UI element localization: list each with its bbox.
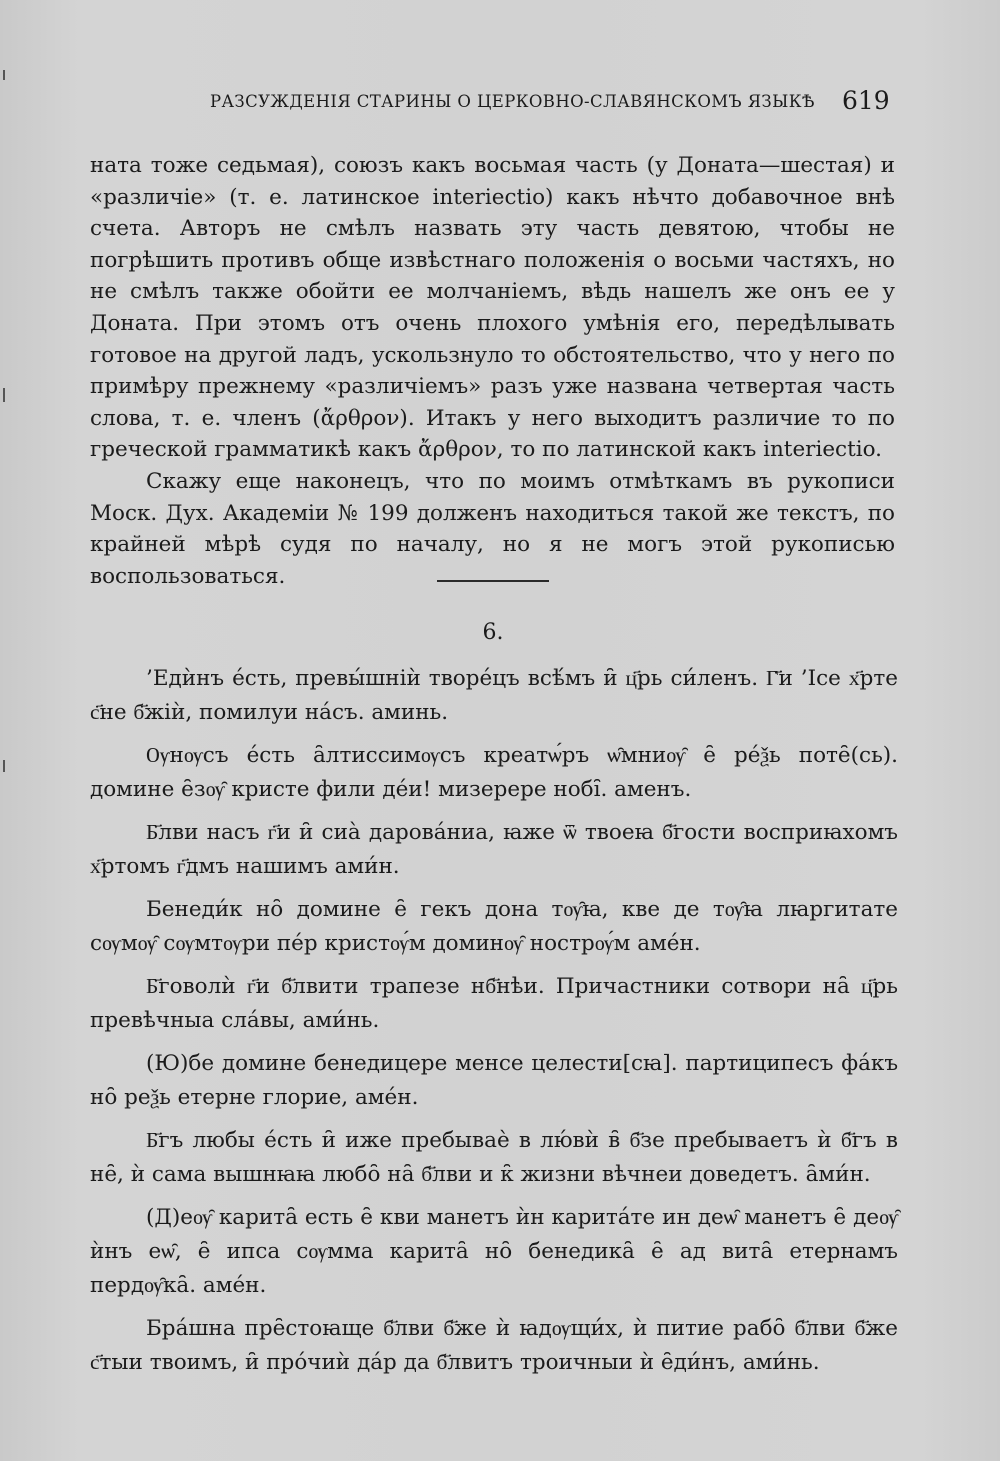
prayer-texts: [90, 662, 898, 1389]
running-title: РАЗСУЖДЕНІЯ СТАРИНЫ О ЦЕРКОВНО-СЛАВЯНСКОМЪ ЯЗЫКѢ: [210, 92, 815, 111]
margin-mark: [3, 760, 5, 772]
margin-mark: [3, 388, 5, 402]
main-text: [90, 150, 895, 592]
prayer-paragraph: Б҃гъ любы е́сть и̑ иже пребываѐ в лю́вѝ в̑ б҃зе пребываетъ ѝ б҃гъ в не̑, ѝ сама вышнꙗꙗ любо̑ на̑ б҃лви и к̑ жизни вѣчнеи доведетъ. а̑ми́н.: [90, 1128, 898, 1187]
prayer-paragraph: Бра́шна пре̑стоꙗще б҃лви б҃же ѝ ꙗдѹщи́х, ѝ питие рабо̑ б҃лви б҃же с҃тыи твоимъ, и̑ про́чиѝ да́р да б҃лвитъ троичныи ѝ е̑ди́нъ, ами́нь.: [90, 1316, 898, 1375]
prayer-paragraph: ’Едѝнъ е́сть, превы́шніѝ творе́цъ всѣ́мъ и̑ ц҃рь си́ленъ. Г҃и ’Ісе х҃рте с҃не б҃жіѝ, помилуи на́съ. аминь.: [90, 666, 898, 725]
prayer-paragraph: Бенеди́к но̑ домине е̑ гекъ дона тѹ̑ꙗ, кве де тѹ̑ꙗ лꙗргитате сѹмѹ̑ сѹмтѹри пе́р кристѹ́м доминѹ̑ нострѹ́м аме́н.: [90, 897, 898, 956]
prayer-paragraph: Б҃лви насъ г҃и и̑ сиа̀ дарова́ниа, ꙗже ѿ твоеꙗ б҃гости восприꙗхомъ х҃ртомъ г҃дмъ нашимъ ами́н.: [90, 820, 898, 879]
paragraph: ната тоже седьмая), союзъ какъ восьмая часть (у Доната—шестая) и «различіе» (т. е. латинское interiectio) какъ нѣчто добавочное внѣ счета. Авторъ не смѣлъ назвать эту часть девятою, чтобы не погрѣшить противъ обще извѣстнаго положенія о восьми частяхъ, но не смѣлъ также обойти ее молчаніемъ, вѣдь нашелъ же онъ ее у Доната. При этомъ отъ очень плохого умѣнія его, передѣлывать готовое на другой ладъ, ускользнуло то обстоятельство, что у него по примѣру прежнему «различіемъ» разъ уже названа четвертая часть слова, т. е. членъ (ἄρθρον). Итакъ у него выходитъ различие то по греческой грамматикѣ какъ ἄρθρον, то по латинской какъ interiectio.: [90, 153, 895, 463]
margin-mark: [3, 70, 5, 80]
prayer-paragraph: (Д)еѹ̑ карита̑ есть е̑ кви манетъ ѝн карита́те ин деѡ̑ манетъ е̑ деѹ̑ ѝнъ еѡ̑, е̑ ипса сѹмма карита̑ но̑ бенедика̑ е̑ ад вита̑ етернамъ пердѹ̑ка̑. аме́н.: [90, 1205, 898, 1298]
page-number: 619: [842, 86, 890, 115]
section-divider: [437, 580, 549, 582]
section-number: 6.: [482, 620, 504, 645]
paragraph: Скажу еще наконецъ, что по моимъ отмѣткамъ въ рукописи Моск. Дух. Академіи № 199 долженъ находиться такой же текстъ, по крайней мѣрѣ судя по началу, но я не могъ этой рукописью воспользоваться.: [90, 468, 895, 589]
prayer-paragraph: (Ю)бе домине бенедицере менсе целести[сꙗ]. партиципесъ фа́къ но̑ реѯь етерне глорие, аме́н.: [90, 1051, 898, 1110]
prayer-paragraph: Б҃говолѝ г҃и б҃лвити трапезе нб҃нѣи. Причастники сотвори на̑ ц҃рь превѣчныа сла́вы, ами́нь.: [90, 974, 898, 1033]
prayer-paragraph: Ѹнѹсъ е́сть а̑лтиссимѹсъ креатѡ́ръ ѡ̑мниѹ̑ е̑ ре́ѯь поте̑(сь). домине е̑зѹ̑ кристе фили де́и! мизерере нобі̑. аменъ.: [90, 743, 898, 802]
